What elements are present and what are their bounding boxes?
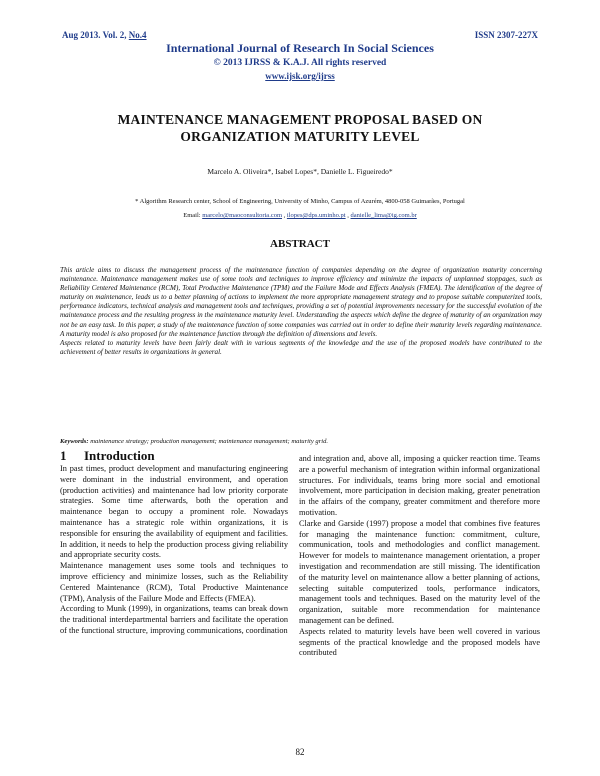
keywords-text: maintenance strategy; production management; maintenance management; maturity grid. bbox=[88, 438, 329, 445]
journal-url-link[interactable]: www.ijsk.org/ijrss bbox=[265, 71, 335, 81]
abstract-heading: ABSTRACT bbox=[270, 238, 330, 250]
issn: ISSN 2307-227X bbox=[474, 30, 538, 40]
abstract-paragraph-2: Aspects related to maturity levels have been fairly dealt with in various segments of the knowledge and the use of the proposed models have contributed to the achievement of better results in organizations in general. bbox=[60, 338, 542, 356]
paper-title-line-1: MAINTENANCE MANAGEMENT PROPOSAL BASED ON bbox=[117, 112, 483, 127]
intro-paragraph-4: and integration and, above all, imposing a quicker reaction time. Teams are a powerful mechanism of integration within informal organizational structures. For individuals, teams bring more social and emotional involvement, more participation in decision making, greater penetration in the affairs of the company, greater commitment and therefore more motivation. bbox=[299, 454, 540, 517]
keywords-label: Keywords: bbox=[60, 438, 89, 445]
page-number: 82 bbox=[295, 747, 305, 757]
intro-paragraph-5: Clarke and Garside (1997) propose a model that combines five features for managing the maintenance function: commitment, culture, communication, tools and methodologies and conflict management. However for models to maintenance management orientation, a proper investigation and recommendation are still missing. The identification of the maturity level on maintenance allow a better planning of actions, selecting suitable computerized tools, performance indicators, management tools and techniques. Based on the maturity level of the organization, suitable more recommendation for maintenance management can be defined. bbox=[299, 518, 540, 625]
intro-paragraph-6: Aspects related to maturity levels have been well covered in various segments of the practical knowledge and the proposed models have contributed bbox=[299, 626, 540, 658]
email-link-1[interactable]: marcelo@maoconsultoria.com bbox=[202, 212, 283, 219]
left-column bbox=[60, 448, 288, 637]
issue-number-link[interactable]: No.4 bbox=[128, 30, 147, 40]
section-title: Introduction bbox=[84, 448, 155, 463]
intro-paragraph-2: Maintenance management uses some tools and techniques to improve efficiency and minimize losses, such as the Reliability Centered Maintenance (RCM), Total Productive Maintenance (TPM), Analysis of the Failure Mode and Effects (FMEA). bbox=[60, 561, 288, 603]
abstract-paragraph-1: This article aims to discuss the management process of the maintenance function of companies depending on the degree of organization maturity concerning maintenance. Maintenance management makes use of some tools and techniques to improve efficiency and minimize the impacts of unplanned stoppages, such as Reliability Centered Maintenance (RCM), Total Productive Maintenance (TPM) and the Failure Mode and Effects Analysis (FMEA). The identification of the degree of maturity on maintenance, leads us to a better planning of actions to implement the more appropriate management strategy and to propose suitable computerized tools, performance indicators, technical analysis and management tools and techniques, providing a set of potential improvements necessary for the successful evolution of the maintenance process and the resulting progress in the maintenance maturity level. Understanding the aspects which define the degree of maturity of an organization may not be an easy task. In this paper, a study of the maintenance function of some companies was carried out in order to define their maturity levels regarding maintenance. A maturity model is also proposed for the maintenance function through the definition of dimensions and levels. bbox=[60, 266, 542, 338]
email-link-3[interactable]: danielle_lima@ig.com.br bbox=[350, 212, 417, 219]
intro-paragraph-1: In past times, product development and manufacturing engineering were dominant in the industrial environment, and operation (production activities) and maintenance had low priority corporate strategies. Some time afterwards, both the operation and maintenance began to occupy a prominent role. Nowadays maintenance has a strategic role within organizations, it is responsible for ensuring the availability of equipment and facilities. In addition, it needs to help the production process giving reliability and appropriate security costs. bbox=[60, 464, 288, 560]
section-number: 1 bbox=[60, 448, 67, 463]
keywords bbox=[60, 438, 542, 445]
email-line bbox=[40, 212, 560, 219]
intro-paragraph-3: According to Munk (1999), in organizations, teams can break down the traditional interdepartmental barriers and facilitate the operation of the functional structure, improving communications, coordination bbox=[60, 604, 288, 635]
paper-title-line-2: ORGANIZATION MATURITY LEVEL bbox=[180, 129, 420, 144]
right-column bbox=[299, 454, 540, 659]
authors: Marcelo A. Oliveira*, Isabel Lopes*, Danielle L. Figueiredo* bbox=[207, 167, 393, 176]
journal-title: International Journal of Research In Social Sciences bbox=[166, 41, 434, 55]
affiliation: * Algorithm Research center, School of Engineering, University of Minho, Campus of Azurém, 4800-058 Guimarães, Portugal bbox=[135, 198, 465, 205]
email-link-2[interactable]: ilopes@dps.uminho.pt bbox=[286, 212, 346, 219]
paper-title bbox=[60, 111, 540, 145]
email-separator: , bbox=[345, 212, 351, 219]
section-heading-introduction bbox=[60, 448, 288, 464]
email-separator: , bbox=[282, 212, 287, 219]
copyright-notice: © 2013 IJRSS & K.A.J. All rights reserved bbox=[213, 58, 387, 68]
email-label: Email: bbox=[183, 212, 203, 219]
issue-prefix: Aug 2013. Vol. 2, bbox=[62, 30, 129, 40]
abstract-body bbox=[60, 266, 542, 357]
issue-info bbox=[62, 30, 147, 40]
